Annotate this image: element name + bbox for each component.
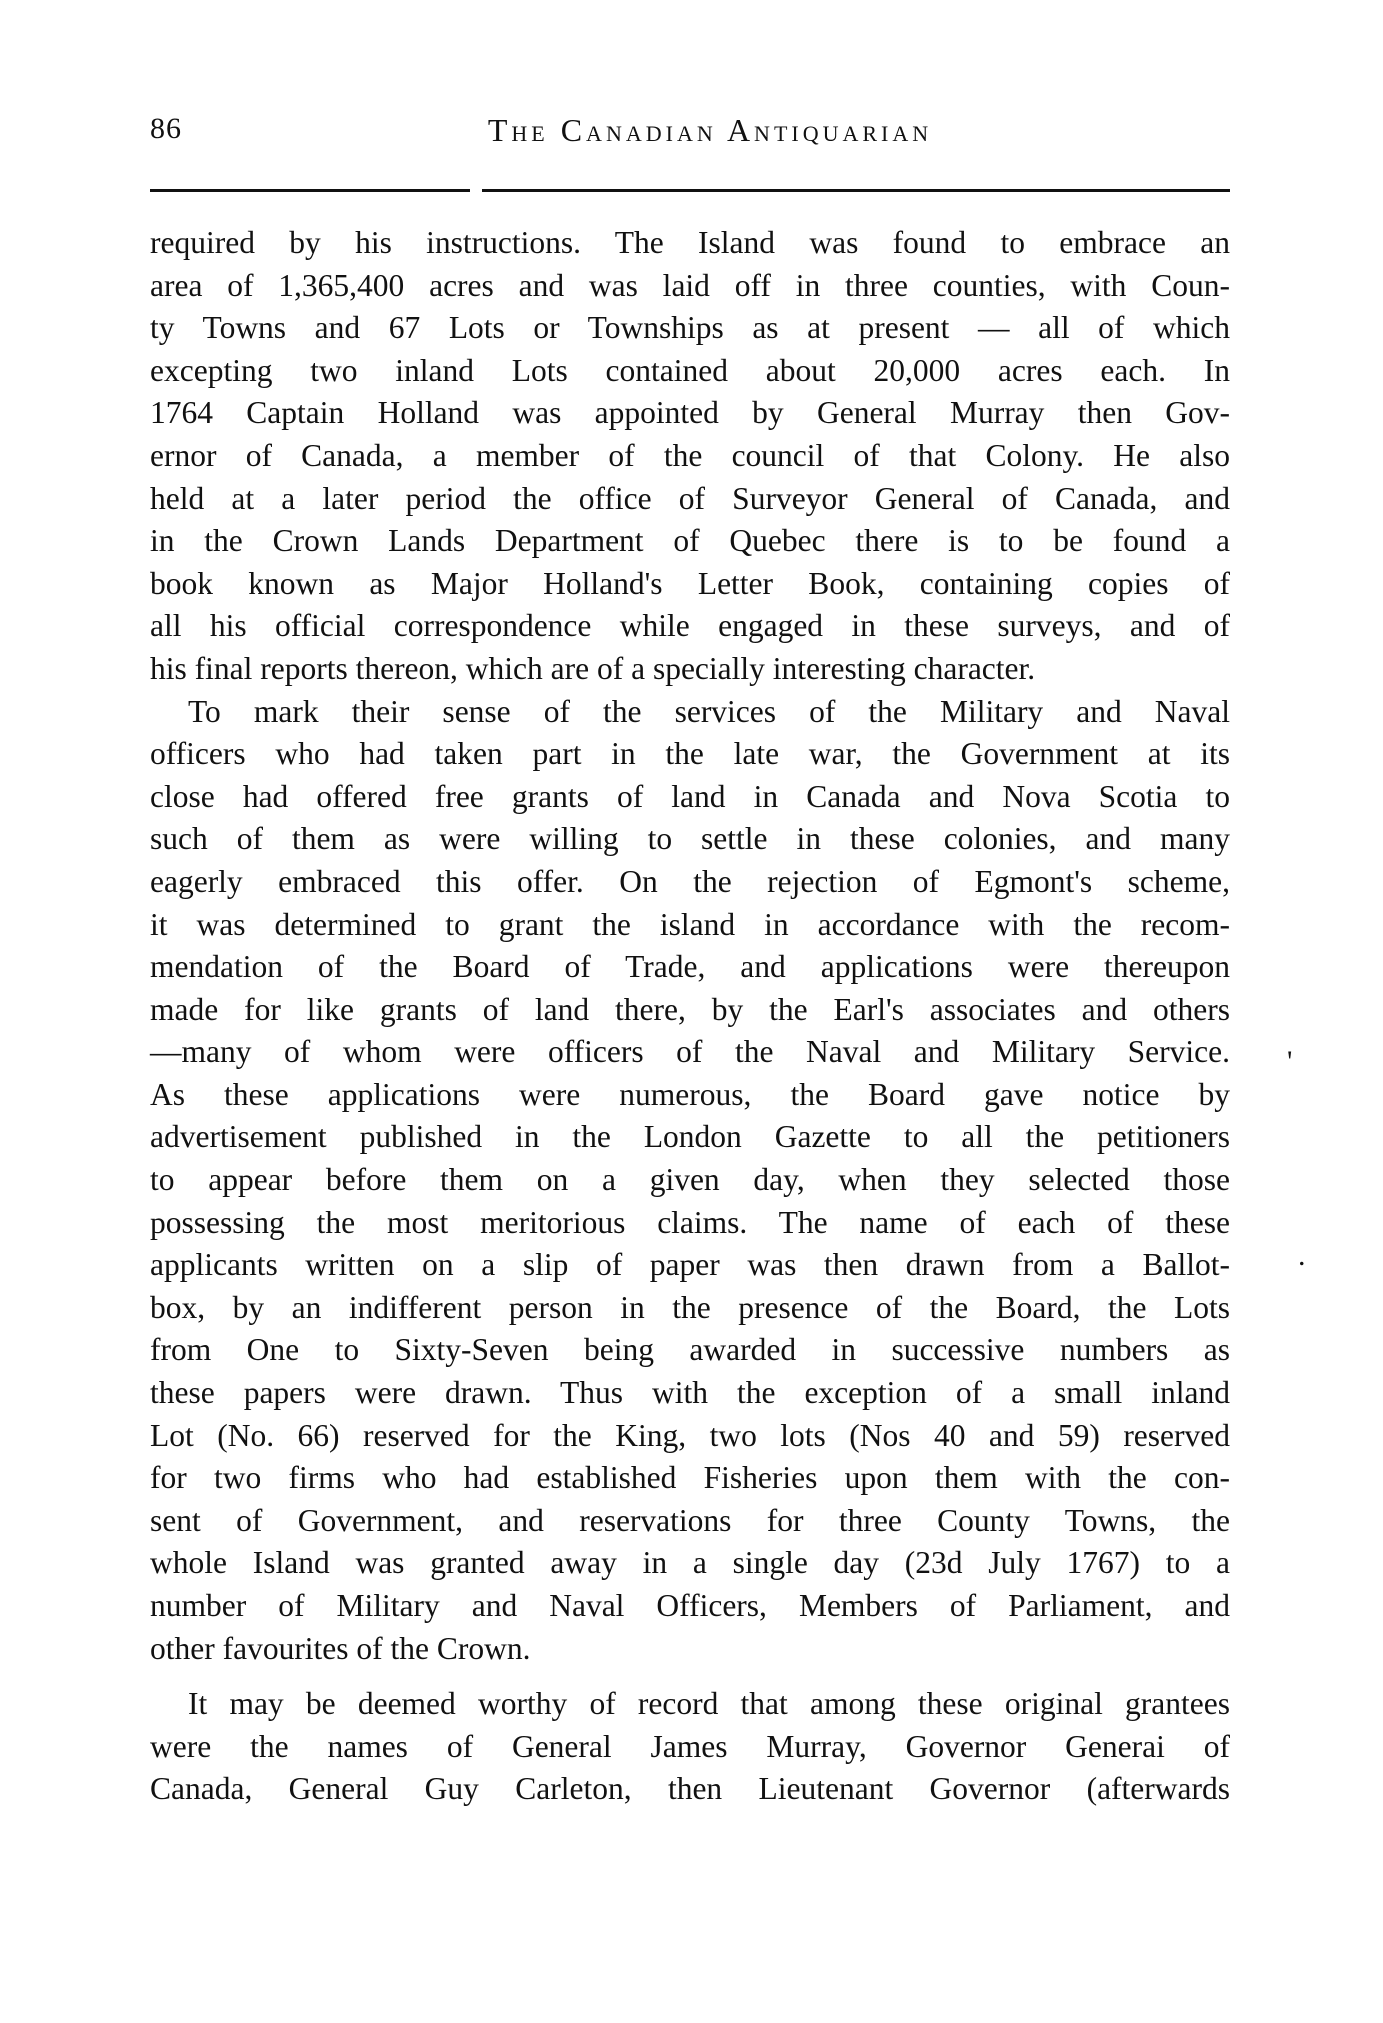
text-line: to appear before them on a given day, when they selected those <box>150 1162 1230 1198</box>
text-line: Canada, General Guy Carleton, then Lieutenant Governor (afterwards <box>150 1771 1230 1807</box>
text-line: in the Crown Lands Department of Quebec there is to be found a <box>150 523 1230 559</box>
text-line: such of them as were willing to settle in these colonies, and many <box>150 821 1230 857</box>
text-line: other favourites of the Crown. <box>150 1630 531 1666</box>
paragraph <box>150 691 1230 1671</box>
text-line: held at a later period the office of Surveyor General of Canada, and <box>150 480 1230 516</box>
text-line: ernor of Canada, a member of the council of that Colony. He also <box>150 437 1230 473</box>
text-line: these papers were drawn. Thus with the exception of a small inland <box>150 1375 1230 1411</box>
header-rule-right <box>482 189 1230 192</box>
text-line: whole Island was granted away in a single day (23d July 1767) to a <box>150 1545 1230 1581</box>
text-line: possessing the most meritorious claims. The name of each of these <box>150 1204 1230 1240</box>
text-line: all his official correspondence while engaged in these surveys, and of <box>150 608 1230 644</box>
text-line: made for like grants of land there, by the Earl's associates and others <box>150 991 1230 1027</box>
text-line: for two firms who had established Fisheries upon them with the con- <box>150 1460 1230 1496</box>
text-line: excepting two inland Lots contained about 20,000 acres each. In <box>150 352 1230 388</box>
paragraph <box>150 222 1230 691</box>
paragraph <box>150 1683 1230 1811</box>
text-line: his final reports thereon, which are of a specially interesting character. <box>150 650 1036 686</box>
running-head: The Canadian Antiquarian <box>487 112 933 148</box>
text-line: area of 1,365,400 acres and was laid off in three counties, with Coun- <box>150 267 1230 303</box>
header-rule-left <box>150 189 470 192</box>
text-line: To mark their sense of the services of the Military and Naval <box>188 693 1230 729</box>
text-line: book known as Major Holland's Letter Book, containing copies of <box>150 565 1230 601</box>
body-text <box>150 222 1230 1811</box>
text-line: eagerly embraced this offer. On the rejection of Egmont's scheme, <box>150 863 1230 899</box>
page-header <box>150 112 1230 152</box>
paragraph-gap <box>150 1670 1230 1683</box>
text-line: number of Military and Naval Officers, Members of Parliament, and <box>150 1588 1230 1623</box>
text-line: ty Towns and 67 Lots or Townships as at present — all of which <box>150 310 1230 346</box>
text-line: box, by an indifferent person in the presence of the Board, the Lots <box>150 1289 1230 1325</box>
text-line: were the names of General James Murray, Governor Generai of <box>150 1728 1230 1764</box>
text-line: —many of whom were officers of the Naval and Military Service. <box>150 1034 1230 1070</box>
text-line: officers who had taken part in the late war, the Government at its <box>150 736 1230 772</box>
text-line: 1764 Captain Holland was appointed by General Murray then Gov- <box>150 395 1230 431</box>
text-line: sent of Government, and reservations for three County Towns, the <box>150 1502 1230 1538</box>
text-line: Lot (No. 66) reserved for the King, two lots (Nos 40 and 59) reserved <box>150 1417 1230 1453</box>
margin-mark-tick: ' <box>1287 1045 1293 1078</box>
text-line: required by his instructions. The Island was found to embrace an <box>150 225 1230 260</box>
margin-mark-dot: . <box>1298 1239 1306 1272</box>
text-line: advertisement published in the London Gazette to all the petitioners <box>150 1119 1230 1155</box>
text-line: from One to Sixty-Seven being awarded in successive numbers as <box>150 1332 1230 1368</box>
text-line: it was determined to grant the island in accordance with the recom- <box>150 906 1230 942</box>
text-line: It may be deemed worthy of record that among these original grantees <box>188 1686 1230 1722</box>
text-line: applicants written on a slip of paper was then drawn from a Ballot- <box>150 1247 1230 1283</box>
text-line: close had offered free grants of land in Canada and Nova Scotia to <box>150 778 1230 814</box>
text-line: As these applications were numerous, the Board gave notice by <box>150 1076 1230 1112</box>
text-line: mendation of the Board of Trade, and applications were thereupon <box>150 949 1230 985</box>
page-number: 86 <box>150 112 182 145</box>
